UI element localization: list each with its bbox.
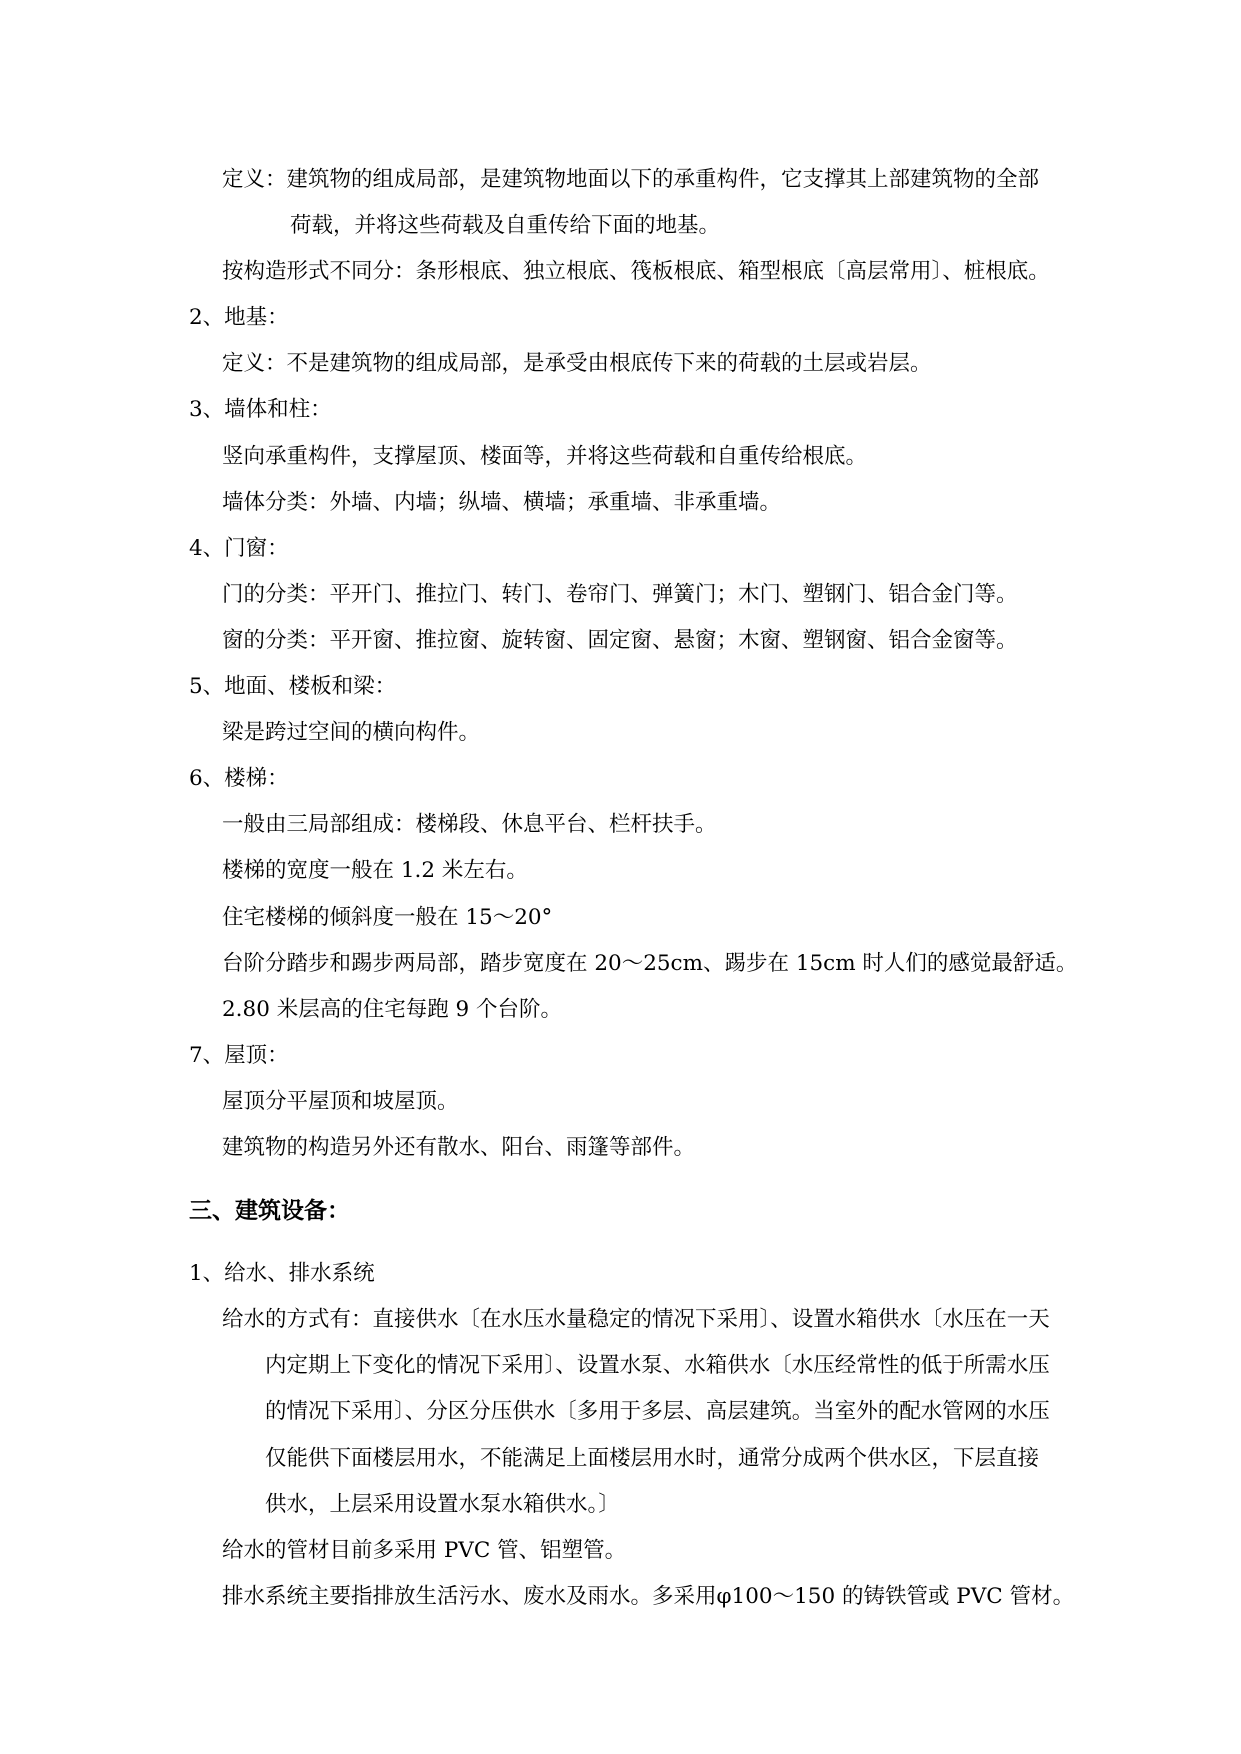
paragraph	[0, 249, 1241, 295]
paragraph-line: 给水的方式有：直接供水〔在水压水量稳定的情况下采用〕、设置水箱供水〔水压在一天	[222, 1307, 1050, 1333]
paragraph-line: 按构造形式不同分：条形根底、独立根底、筏板根底、箱型根底〔高层常用〕、桩根底。	[222, 259, 1050, 285]
paragraph-line: 定义：不是建筑物的组成局部，是承受由根底传下来的荷载的土层或岩层。	[222, 351, 932, 377]
page-content	[0, 157, 1241, 1620]
paragraph-line: 荷载，并将这些荷载及自重传给下面的地基。	[290, 213, 721, 239]
paragraph	[0, 434, 1241, 480]
list-item	[0, 526, 1241, 664]
paragraph-line: 建筑物的构造另外还有散水、阳台、雨篷等部件。	[222, 1134, 696, 1160]
paragraph	[0, 341, 1241, 387]
section-heading: 三、建筑设备：	[189, 1197, 350, 1225]
paragraph-line: 内定期上下变化的情况下采用〕、设置水泵、水箱供水〔水压经常性的低于所需水压	[265, 1353, 1050, 1379]
list-item	[0, 295, 1241, 387]
list-item	[0, 756, 1241, 1033]
paragraph-line: 门的分类：平开门、推拉门、转门、卷帘门、弹簧门；木门、塑钢门、铝合金门等。	[222, 581, 1018, 607]
paragraph	[0, 710, 1241, 756]
paragraph	[0, 1079, 1241, 1125]
paragraph-line: 一般由三局部组成：楼梯段、休息平台、栏杆扶手。	[222, 812, 717, 838]
paragraph-line: 排水系统主要指排放生活污水、废水及雨水。多采用φ100～150 的铸铁管或 PVC 管材。	[222, 1583, 1075, 1609]
list-item	[0, 1251, 1241, 1620]
paragraph-line: 供水，上层采用设置水泵水箱供水。〕	[265, 1491, 620, 1517]
list-item	[0, 1033, 1241, 1171]
paragraph	[0, 848, 1241, 894]
paragraph	[0, 480, 1241, 526]
paragraph	[0, 1125, 1241, 1171]
paragraph-line: 竖向承重构件，支撑屋顶、楼面等，并将这些荷载和自重传给根底。	[222, 443, 868, 469]
paragraph	[0, 618, 1241, 664]
list-item	[0, 157, 1241, 295]
paragraph	[0, 1574, 1241, 1620]
list-item	[0, 664, 1241, 756]
paragraph	[0, 941, 1241, 987]
item-title: 5、地面、楼板和梁：	[189, 674, 397, 700]
paragraph-line: 梁是跨过空间的横向构件。	[222, 720, 481, 746]
item-title: 3、墙体和柱：	[189, 397, 332, 423]
paragraph-line: 楼梯的宽度一般在 1.2 米左右。	[222, 858, 528, 884]
paragraph-line: 的情况下采用〕、分区分压供水〔多用于多层、高层建筑。当室外的配水管网的水压	[265, 1399, 1050, 1425]
item-title: 7、屋顶：	[189, 1042, 289, 1068]
paragraph-line: 窗的分类：平开窗、推拉窗、旋转窗、固定窗、悬窗；木窗、塑钢窗、铝合金窗等。	[222, 627, 1018, 653]
paragraph	[0, 802, 1241, 848]
paragraph	[0, 895, 1241, 941]
paragraph	[0, 157, 1241, 249]
item-title: 1、给水、排水系统	[189, 1261, 375, 1287]
paragraph	[0, 987, 1241, 1033]
paragraph	[0, 1528, 1241, 1574]
paragraph-line: 墙体分类：外墙、内墙；纵墙、横墙；承重墙、非承重墙。	[222, 489, 782, 515]
paragraph-line: 台阶分踏步和踢步两局部，踏步宽度在 20～25cm、踢步在 15cm 时人们的感觉最舒适。	[222, 950, 1078, 976]
paragraph-line: 给水的管材目前多采用 PVC 管、铝塑管。	[222, 1537, 627, 1563]
item-title: 2、地基：	[189, 305, 289, 331]
paragraph-line: 2.80 米层高的住宅每跑 9 个台阶。	[222, 996, 563, 1022]
paragraph-line: 定义：建筑物的组成局部，是建筑物地面以下的承重构件，它支撑其上部建筑物的全部	[222, 167, 1040, 192]
paragraph	[0, 1297, 1241, 1527]
paragraph-line: 住宅楼梯的倾斜度一般在 15～20°	[222, 904, 553, 930]
paragraph	[0, 572, 1241, 618]
paragraph-line: 屋顶分平屋顶和坡屋顶。	[222, 1088, 459, 1114]
item-title: 4、门窗：	[189, 535, 289, 561]
paragraph-line: 仅能供下面楼层用水，不能满足上面楼层用水时，通常分成两个供水区，下层直接	[265, 1445, 1040, 1471]
list-item	[0, 387, 1241, 525]
item-title: 6、楼梯：	[189, 766, 289, 792]
